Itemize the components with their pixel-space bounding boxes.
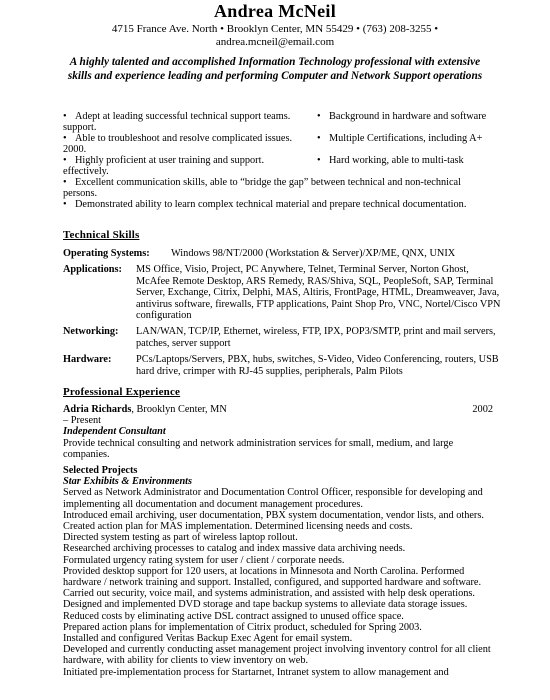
qualification-item: • Highly proficient at user training and support. effectively.	[63, 155, 265, 177]
start-year: 2002	[472, 404, 493, 415]
qualification-row	[63, 155, 493, 177]
summary-headline	[0, 55, 550, 83]
skill-value: PCs/Laptops/Servers, PBX, hubs, switches, S-Video, Video Conferencing, routers, USB hard drive, crimper with RJ-45 supplies, peripherals, Palm Pilots	[136, 354, 499, 377]
project-line: Created action plan for MAS implementation. Determined licensing needs and costs.	[63, 521, 413, 533]
employer-name: Adria Richards	[63, 404, 132, 415]
qualifications-list	[63, 111, 493, 210]
technical-skills-heading: Technical Skills	[63, 229, 140, 241]
project-name: Star Exhibits & Environments	[63, 476, 193, 488]
project-line: Reduced costs by eliminating active DSL contract assigned to unused office space.	[63, 610, 404, 622]
contact-email: andrea.mcneil@email.com	[215, 36, 335, 48]
qualification-row	[63, 111, 493, 133]
skill-label: Networking:	[63, 326, 119, 338]
employer-line	[63, 404, 493, 415]
project-line: Directed system testing as part of wireless laptop rollout.	[63, 532, 298, 544]
project-line: Formulated urgency rating system for user / client / corporate needs.	[63, 554, 345, 566]
qualification-row	[63, 177, 493, 199]
skill-row-os	[63, 248, 503, 259]
project-line: Designed and implemented DVD storage and tape backup systems to alleviate data storage issues.	[63, 599, 468, 611]
project-line: Carried out security, voice mail, and systems administration, and assisted with help desk operations.	[63, 588, 475, 600]
skill-label: Hardware:	[63, 354, 112, 366]
skill-row-applications	[63, 264, 503, 321]
project-line: Researched archiving processes to catalog and index massive data archiving needs.	[63, 543, 406, 555]
bullet-icon: •	[63, 177, 67, 188]
job-summary: Provide technical consulting and network administration services for small, medium, and large companies.	[63, 437, 454, 460]
bullet-icon: •	[317, 155, 321, 166]
project-line: Prepared action plans for implementation of Citrix product, scheduled for Spring 2003.	[63, 621, 422, 633]
qualification-item: • Able to troubleshoot and resolve complicated issues. 2000.	[63, 133, 293, 155]
qualification-item: • Excellent communication skills, able to “bridge the gap” between technical and non-technical persons.	[63, 177, 461, 199]
employer-location: , Brooklyn Center, MN	[131, 404, 227, 415]
skill-label: Applications:	[63, 264, 122, 276]
qualification-item: • Multiple Certifications, including A+	[317, 133, 483, 144]
bullet-icon: •	[63, 155, 67, 166]
qualification-row	[63, 199, 493, 210]
bullet-icon: •	[317, 111, 321, 122]
headline-line-2: skills and experience leading and performing Computer and Network Support operations	[67, 70, 483, 82]
project-line: Provided desktop support for 120 users, at locations in Minnesota and North Carolina. Performed hardware / network training and support. Installed, configured, and supported hardware and software.	[63, 565, 482, 589]
project-line: Initiated pre-implementation process for Startarnet, Intranet system to allow management and	[63, 666, 449, 678]
bullet-icon: •	[63, 111, 67, 122]
qualification-item: • Adept at leading successful technical support teams. support.	[63, 111, 291, 133]
skill-value: LAN/WAN, TCP/IP, Ethernet, wireless, FTP, IPX, POP3/SMTP, print and mail servers, patches, server support	[136, 326, 496, 349]
bullet-icon: •	[63, 133, 67, 144]
qualification-row	[63, 133, 493, 155]
qualification-item: • Demonstrated ability to learn complex technical material and prepare technical documentation.	[63, 199, 467, 210]
selected-projects-heading: Selected Projects	[63, 465, 138, 477]
experience-heading: Professional Experience	[63, 386, 181, 398]
skill-row-networking	[63, 326, 503, 349]
contact-info	[0, 23, 550, 49]
skill-label: Operating Systems:	[63, 248, 150, 259]
project-line: Served as Network Administrator and Documentation Control Officer, responsible for developing and implementing all documentation and document management procedures.	[63, 487, 483, 510]
bullet-icon: •	[317, 133, 321, 144]
skill-row-hardware	[63, 354, 503, 377]
job-title: Independent Consultant	[63, 426, 166, 438]
project-line: Installed and configured Veritas Backup Exec Agent for email system.	[63, 633, 353, 645]
qualification-item: • Hard working, able to multi-task	[317, 155, 464, 166]
project-line: Introduced email archiving, user documentation, PBX system documentation, vendor lists, and others.	[63, 509, 484, 521]
end-date: – Present	[63, 415, 102, 427]
skill-value: MS Office, Visio, Project, PC Anywhere, Telnet, Terminal Server, Norton Ghost, McAfee Remote Desktop, ARS Remedy, RAS/Shiva, SQL, PeopleSoft, SAP, Terminal Server, Exchange, Citrix, Delphi, MAS, Altiris, FrontPage, HTML, Dreamweaver, Java, antivirus software, firewalls, FTP applications, Paint Shop Pro, VNC, Nortel/Cisco VPN configuration	[136, 264, 501, 322]
project-line: Developed and currently conducting asset management project involving inventory control for all client hardware, with ability for clients to view inventory on web.	[63, 644, 491, 667]
technical-skills	[63, 248, 503, 377]
bullet-icon: •	[63, 199, 67, 210]
candidate-name: Andrea McNeil	[213, 1, 337, 21]
skill-value: Windows 98/NT/2000 (Workstation & Server)/XP/ME, QNX, UNIX	[171, 248, 456, 259]
contact-address-line: 4715 France Ave. North • Brooklyn Center, MN 55429 • (763) 208-3255 •	[111, 23, 439, 35]
qualification-item: • Background in hardware and software	[317, 111, 487, 122]
professional-experience	[63, 404, 493, 678]
headline-line-1: A highly talented and accomplished Information Technology professional with extensive	[69, 56, 481, 68]
